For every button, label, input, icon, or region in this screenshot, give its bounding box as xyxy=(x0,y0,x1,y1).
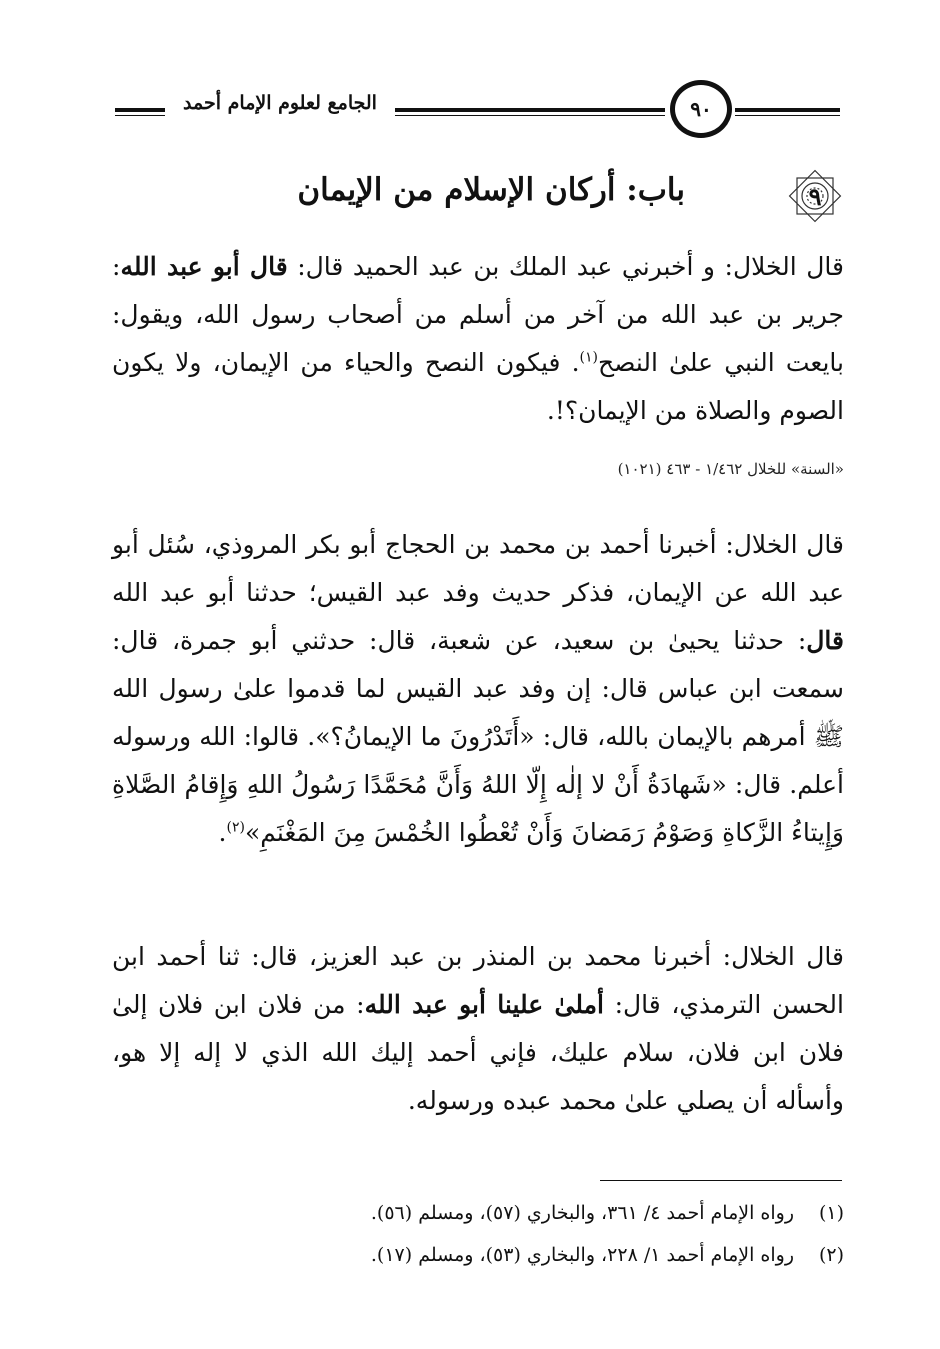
footnote-number: (١) xyxy=(818,1202,844,1224)
running-header xyxy=(110,78,840,142)
footnote-text: رواه الإمام أحمد ١/ ٢٢٨، والبخاري (٥٣)، ومسلم (١٧). xyxy=(370,1244,794,1266)
chapter-title: باب: أركان الإسلام من الإيمان xyxy=(297,172,685,208)
footnote-item xyxy=(112,1234,844,1276)
paragraph-1 xyxy=(112,243,844,435)
footnote-ref-1[interactable]: (١) xyxy=(579,349,598,366)
bold-text-run: قال أبو عبد الله xyxy=(120,252,288,281)
running-title: الجامع لعلوم الإمام أحمد xyxy=(183,92,377,114)
text-run: : حدثنا يحيىٰ بن سعيد، عن شعبة، قال: حدثني أبو جمرة، قال: سمعت ابن عباس قال: إن وفد عبد القيس لما قدموا علىٰ رسول الله ﷺ أمرهم بالإيمان بالله، قال: «أَتَدْرُونَ ما الإيمانُ؟». قالوا: الله ورسوله أعلم. قال: «شَهادَةُ أَنْ لا إلٰه إِلّا اللهُ وَأَنَّ مُحَمَّدًا رَسُولُ اللهِ وَإِقامُ الصَّلاةِ وَإِيتاءُ الزَّكاةِ وَصَوْمُ رَمَضانَ وَأَنْ تُعْطُوا الخُمْسَ مِنَ المَغْنَمِ» xyxy=(112,626,844,847)
bold-text-run: قال xyxy=(806,626,844,655)
footnotes xyxy=(112,1192,844,1276)
text-run: . xyxy=(218,818,227,847)
chapter-number: ٩ xyxy=(808,181,822,211)
footnote-number: (٢) xyxy=(818,1244,844,1266)
footnote-text: رواه الإمام أحمد ٤/ ٣٦١، والبخاري (٥٧)، ومسلم (٥٦). xyxy=(370,1202,794,1224)
text-run: قال الخلال: و أخبرني عبد الملك بن عبد الحميد قال: xyxy=(287,252,844,281)
source-citation: «السنة» للخلال ١/٤٦٢ - ٤٦٣ (١٠٢١) xyxy=(617,460,844,478)
text-run: قال الخلال: أخبرنا محمد بن المنذر بن عبد العزيز، قال: ثنا أحمد ابن الحسن الترمذي، قال: xyxy=(112,942,844,1019)
bold-text-run: أملىٰ علينا أبو عبد الله xyxy=(364,990,604,1019)
page-number: ٩٠ xyxy=(690,97,712,121)
text-run: : جرير بن عبد الله من آخر من أسلم من أصحاب رسول الله، ويقول: بايعت النبي علىٰ النصح xyxy=(112,252,844,377)
footnote-item xyxy=(112,1192,844,1234)
paragraph-2 xyxy=(112,521,844,857)
text-run: . فيكون النصح والحياء من الإيمان، ولا يكون الصوم والصلاة من الإيمان؟!. xyxy=(112,348,844,425)
header-rule-right xyxy=(735,108,840,112)
footnote-separator xyxy=(600,1180,842,1181)
chapter-heading xyxy=(280,168,845,228)
header-rule-left xyxy=(115,108,165,112)
page-number-badge xyxy=(670,80,732,138)
paragraph-3 xyxy=(112,933,844,1125)
text-run: قال الخلال: أخبرنا أحمد بن محمد بن الحجاج أبو بكر المروذي، سُئل أبو عبد الله عن الإيمان، فذكر حديث وفد عبد القيس؛ حدثنا أبو عبد الله xyxy=(112,530,844,607)
text-run: : من فلان ابن فلان إلىٰ فلان ابن فلان، سلام عليك، فإني أحمد إليك الله الذي لا إله إلا هو، وأسأله أن يصلي علىٰ محمد عبده ورسوله. xyxy=(112,990,844,1115)
footnote-ref-2[interactable]: (٢) xyxy=(226,819,245,836)
header-rule-middle xyxy=(395,108,665,112)
